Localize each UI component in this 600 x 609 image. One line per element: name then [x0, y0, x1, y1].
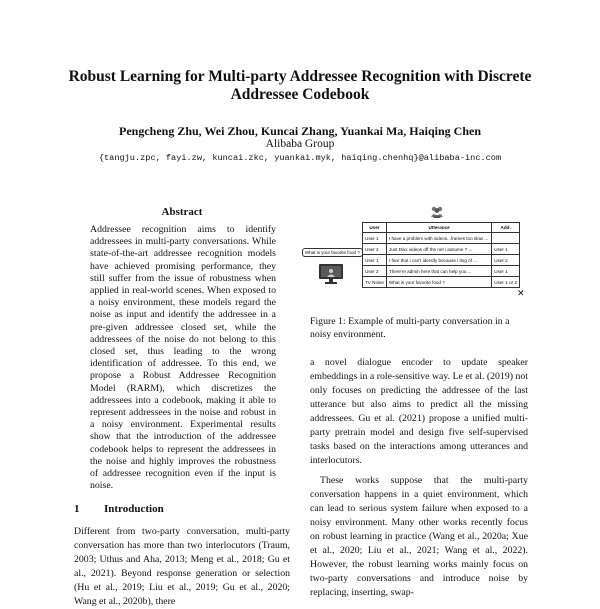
row-addressee: User 1	[492, 266, 520, 277]
row-addressee: User 2	[492, 255, 520, 266]
row-utterance: There're admin here that can help you ...	[386, 266, 491, 277]
right-column-text	[310, 356, 528, 600]
cross-icon: ✕	[517, 289, 525, 299]
conversation-table	[362, 222, 520, 288]
title-line-1: Robust Learning for Multi-party Addressee Recognition with Discrete	[68, 68, 532, 85]
row-user: User 1	[363, 233, 387, 244]
abstract-heading: Abstract	[161, 206, 203, 218]
authors: Pengcheng Zhu, Wei Zhou, Kuncai Zhang, Yuankai Ma, Haiqing Chen	[119, 124, 481, 138]
figure-1	[300, 202, 530, 308]
author-emails: {tangju.zpc, fayi.zw, kuncai.zkc, yuankai.myk, haiqing.chenhq}@alibaba-inc.com	[98, 153, 502, 163]
table-row	[363, 233, 520, 244]
row-addressee: User 1 or 2	[492, 277, 520, 288]
title-line-2: Addressee Codebook	[230, 86, 370, 103]
section-title: Introduction	[104, 503, 164, 515]
table-row	[363, 255, 520, 266]
table-row-noise	[363, 277, 520, 288]
row-user: TV Noise	[363, 277, 387, 288]
row-utterance: I have a problem with videos...frames too slow ...	[386, 233, 491, 244]
section-number: 1	[74, 503, 80, 515]
row-user: User 2	[363, 266, 387, 277]
figure-caption: Figure 1: Example of multi-party conversation in a noisy environment.	[310, 316, 510, 340]
header-addressee: Add.	[492, 223, 520, 233]
row-addressee: User 1	[492, 244, 520, 255]
affiliation: Alibaba Group	[265, 138, 335, 150]
noise-speech-bubble: What is your favorite food ?	[302, 248, 363, 257]
abstract-text: Addressee recognition aims to identify addressees in multi-party conversations. While state-of-the-art addressee recognition models have achieved promising performance, they still suffer from the issue of robustness when applied in real-world scenes. When exposed to a noisy environment, these models regard the noise as input and identify the addressee in a pre-given addressee closed set, while the addressees of the noise do not belong to this closed set, thus leading to the wrong identification of addressee. To this end, we propose a Robust Addressee Recognition Model (RARM), which discretizes the addressees into a codebook, making it able to represent addressees in the noise and robust in a noisy environment. Experimental results show that the introduction of the addressee codebook helps to represent the addressees in the noise and highly improves the robustness of addressee recognition even if the input is noise.	[90, 224, 276, 492]
row-utterance: I fear that i can't identify because i tlog of ...	[386, 255, 491, 266]
row-utterance: Just Divx videos off the net i assume ? ...	[386, 244, 491, 255]
row-user: User 2	[363, 244, 387, 255]
paragraph: These works suppose that the multi-party conversation happens in a quiet environment, which can lead to serious system failure when exposed to a noisy environment. Many other works recently focus on robust learning in practice (Wang et al., 2020a; Xue et al., 2020; Liu et al., 2021; Wang et al., 2022). However, the robust learning works mainly focus on two-party conversations and introduce noise by replacing, inserting, swap-	[310, 475, 528, 598]
users-icon	[430, 206, 444, 218]
header-user: User	[363, 223, 387, 233]
intro-text: Different from two-party conversation, multi-party conversation has more than two interlocutors (Traum, 2003; Uthus and Aha, 2013; Meng et al., 2018; Gu et al., 2021). Beyond response generation or selection (Hu et al., 2019; Liu et al., 2019; Gu et al., 2020; Wang et al., 2020b), there	[74, 526, 290, 607]
row-addressee	[492, 233, 520, 244]
row-user: User 1	[363, 255, 387, 266]
row-utterance: What is your favorite food ?	[386, 277, 491, 288]
table-row	[363, 244, 520, 255]
section-heading-introduction	[74, 503, 164, 515]
tv-icon	[318, 262, 344, 286]
header-utterance: Utterance	[386, 223, 491, 233]
paragraph: a novel dialogue encoder to update speaker embeddings in a role-sensitive way. Le et al. (2019) not only focuses on predicting the addressee of the last utterance but also aims to predict all the missing addressees. Gu et al. (2021) propose a unified multi-party pretrain model and design five self-supervised tasks based on the interactions among utterances and interlocutors.	[310, 357, 528, 466]
table-header-row	[363, 223, 520, 233]
paper-title	[40, 68, 560, 104]
table-row	[363, 266, 520, 277]
